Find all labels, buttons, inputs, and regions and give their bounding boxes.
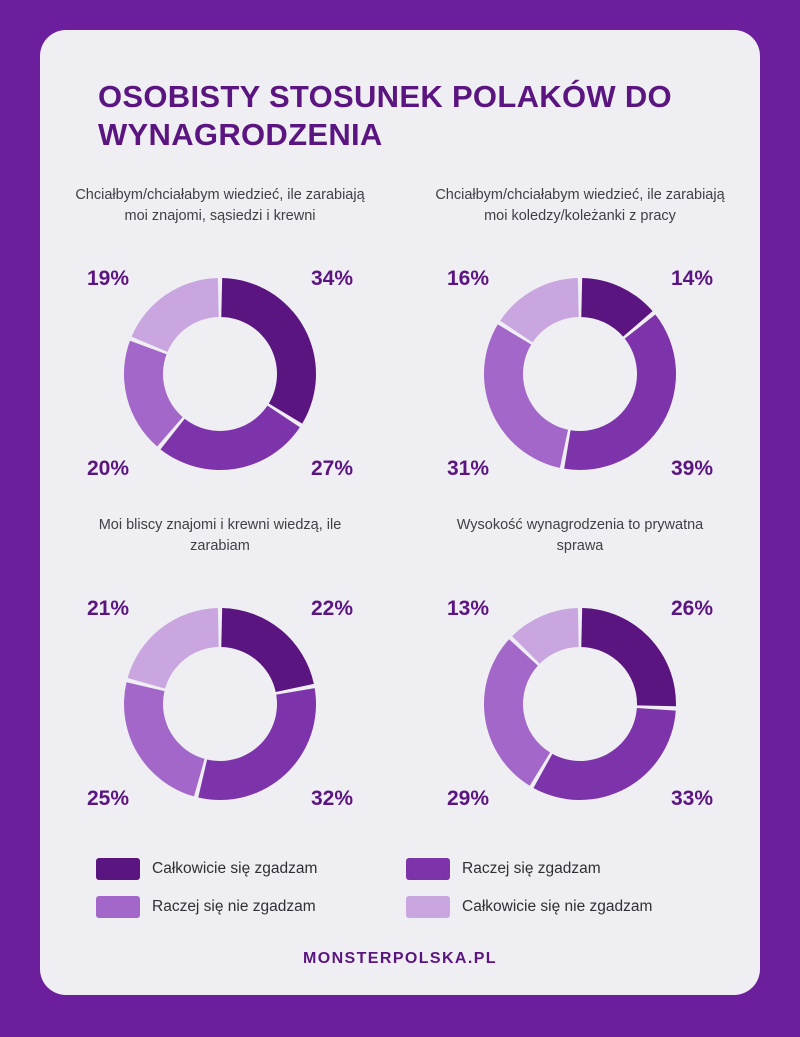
donut-chart-1 (400, 185, 760, 515)
donut-label-0-2: 20% (87, 457, 130, 480)
donut-chart-2 (40, 515, 400, 845)
chart-title-1: Chciałbym/chciałabym wiedzieć, ile zarabiają moi koledzy/koleżanki z pracy (435, 187, 725, 224)
donut-slice-1-2 (484, 324, 568, 467)
footer-brand: MONSTERPOLSKA.PL (303, 950, 497, 967)
page-title: OSOBISTY STOSUNEK POLAKÓW DO WYNAGRODZENIA (98, 79, 672, 152)
donut-label-3-3: 13% (447, 597, 490, 620)
donut-label-3-0: 26% (670, 597, 713, 620)
donut-slice-0-0 (221, 278, 316, 424)
donut-svg-3 (465, 589, 695, 819)
donut-label-1-2: 31% (447, 457, 490, 480)
donut-svg-0 (105, 259, 335, 489)
donut-svg-2 (105, 589, 335, 819)
chart-title-2: Moi bliscy znajomi i krewni wiedzą, ile zarabiam (98, 517, 342, 554)
donut-wrap-1 (447, 259, 713, 489)
donut-label-0-3: 19% (87, 267, 130, 290)
donut-label-0-0: 34% (310, 267, 353, 290)
legend-label-3: Całkowicie się nie zgadzam (462, 898, 653, 915)
legend-label-1: Raczej się zgadzam (462, 860, 601, 877)
donut-slice-3-0 (581, 608, 676, 706)
legend-item-0 (96, 858, 406, 880)
donut-label-0-1: 27% (310, 457, 353, 480)
donut-label-1-0: 14% (670, 267, 713, 290)
donut-label-3-2: 29% (447, 787, 490, 810)
donut-label-2-2: 25% (87, 787, 130, 810)
legend-swatch-3 (406, 896, 450, 918)
chart-title-0: Chciałbym/chciałabym wiedzieć, ile zarabiają moi znajomi, sąsiedzi i krewni (75, 187, 365, 224)
donut-svg-1 (465, 259, 695, 489)
donut-label-2-1: 32% (310, 787, 353, 810)
donut-label-1-3: 16% (447, 267, 490, 290)
donut-label-2-0: 22% (310, 597, 353, 620)
donut-slice-0-3 (132, 278, 219, 352)
legend-swatch-2 (96, 896, 140, 918)
donut-label-1-1: 39% (670, 457, 713, 480)
donut-chart-3 (400, 515, 760, 845)
donut-label-3-1: 33% (670, 787, 713, 810)
charts-row-top (40, 185, 760, 515)
donut-wrap-0 (87, 259, 353, 489)
donut-chart-0 (40, 185, 400, 515)
legend-item-3 (406, 896, 716, 918)
donut-slice-1-3 (500, 278, 579, 342)
infographic-card (40, 30, 760, 995)
donut-slice-1-1 (564, 315, 676, 470)
donut-slice-0-2 (124, 341, 183, 447)
donut-slice-2-1 (198, 688, 316, 800)
chart-title-3: Wysokość wynagrodzenia to prywatna sprawa (456, 517, 704, 554)
legend-item-1 (406, 858, 716, 880)
charts-row-bottom (40, 515, 760, 845)
legend-swatch-0 (96, 858, 140, 880)
donut-slice-2-3 (128, 608, 219, 689)
donut-wrap-3 (447, 589, 713, 819)
donut-slice-2-0 (221, 608, 314, 692)
donut-label-2-3: 21% (87, 597, 130, 620)
donut-wrap-2 (87, 589, 353, 819)
donut-slice-0-1 (161, 406, 300, 470)
legend (96, 858, 716, 934)
charts-grid (40, 185, 760, 845)
legend-label-0: Całkowicie się zgadzam (152, 860, 318, 877)
donut-slice-2-2 (124, 682, 205, 796)
legend-item-2 (96, 896, 406, 918)
legend-label-2: Raczej się nie zgadzam (152, 898, 316, 915)
donut-slice-3-1 (533, 708, 675, 800)
legend-swatch-1 (406, 858, 450, 880)
